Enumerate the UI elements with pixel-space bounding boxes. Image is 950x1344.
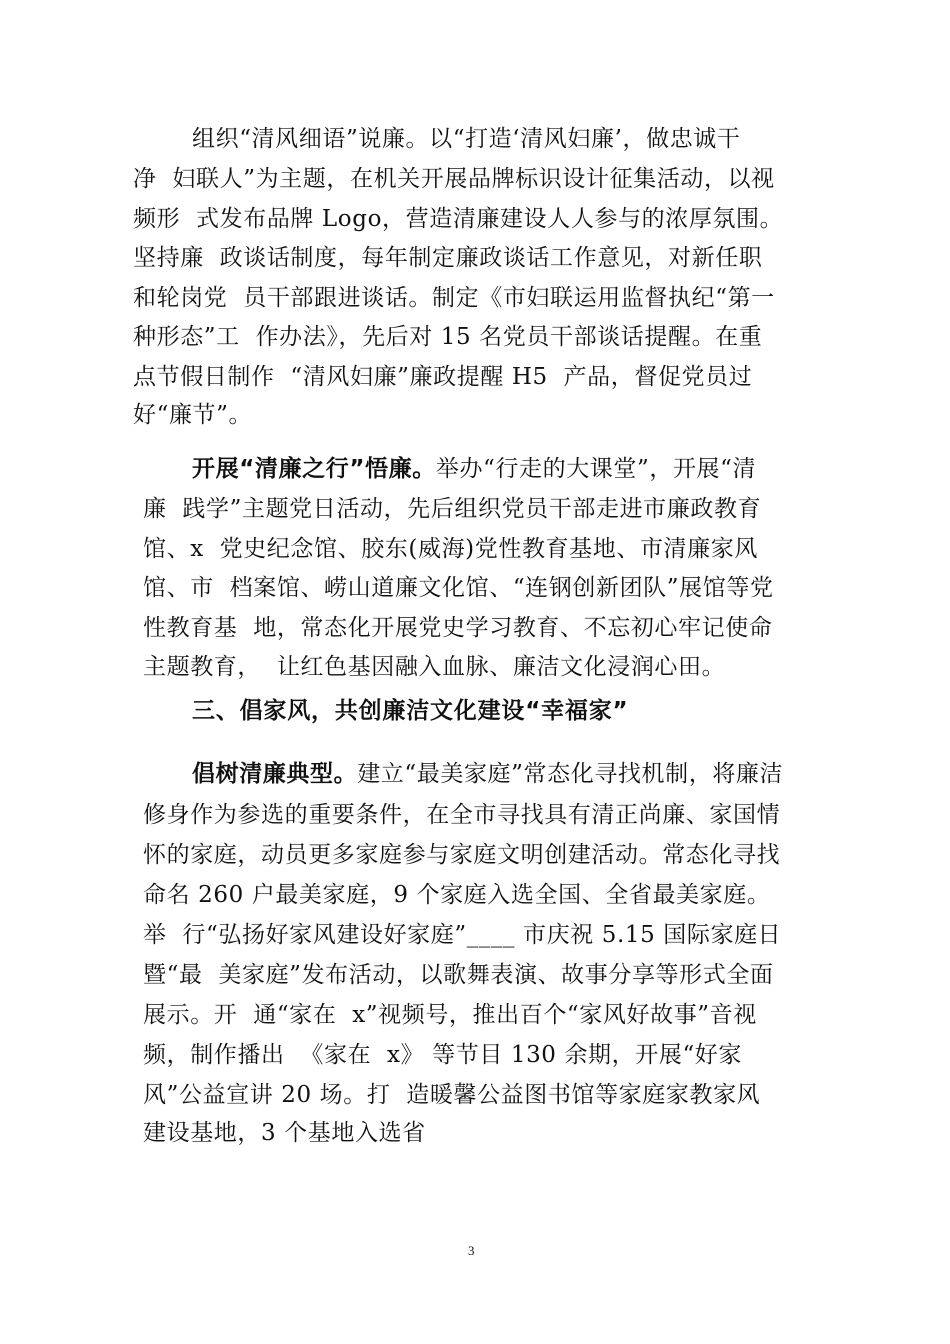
text-line: 命名 260 户最美家庭，9 个家庭入选全国、全省最美家庭。 [143, 882, 771, 908]
text-line: 怀的家庭，动员更多家庭参与家庭文明创建活动。常态化寻找 [143, 842, 781, 868]
paragraph-lead: 倡树清廉典型。 [192, 761, 358, 787]
text-line: 暨“最 美家庭”发布活动，以歌舞表演、故事分享等形式全面 [143, 962, 774, 988]
text-line: 和轮岗党 员干部跟进谈话。制定《市妇联运用监督执纪“第一 [133, 285, 775, 311]
paragraph-text: 举办“行走的大课堂”，开展“清 [435, 456, 757, 482]
text-line: 好“廉节”。 [133, 402, 253, 428]
text-line: 组织“清风细语”说廉。以“打造‘清风妇廉’，做忠诚干 [192, 126, 741, 152]
text-line: 性教育基 地，常态化开展党史学习教育、不忘初心牢记使命 [143, 615, 773, 641]
page-number: 3 [468, 1243, 475, 1258]
text-line: 修身作为参选的重要条件，在全市寻找具有清正尚廉、家国情 [143, 802, 781, 828]
text-line: 馆、市 档案馆、崂山道廉文化馆、“连钢创新团队”展馆等党 [143, 575, 774, 601]
text-line [192, 454, 756, 484]
text-line: 种形态”工 作办法》，先后对 15 名党员干部谈话提醒。在重 [133, 324, 763, 350]
text-line: 廉 践学”主题党日活动，先后组织党员干部走进市廉政教育 [143, 496, 762, 522]
text-line: 馆、x 党史纪念馆、胶东(威海)党性教育基地、市清廉家风 [143, 536, 758, 562]
paragraph-text: 建立“最美家庭”常态化寻找机制，将廉洁 [357, 761, 784, 787]
text-line: 频，制作播出 《家在 x》 等节目 130 余期，开展“好家 [143, 1042, 743, 1068]
text-line [192, 759, 783, 789]
text-line: 主题教育， 让红色基因融入血脉、廉洁文化浸润心田。 [143, 654, 726, 680]
text-line: 坚持廉 政谈话制度，每年制定廉政谈话工作意见，对新任职 [133, 245, 763, 271]
text-line: 展示。开 通“家在 x”视频号，推出百个“家风好故事”音视 [143, 1002, 757, 1028]
section-heading: 三、倡家风，共创廉洁文化建设“幸福家” [192, 698, 629, 724]
text-line: 频形 式发布品牌 Logo，营造清廉建设人人参与的浓厚氛围。 [133, 206, 784, 232]
paragraph-lead: 开展“清廉之行”悟廉。 [192, 456, 436, 482]
text-line: 点节假日制作 “清风妇廉”廉政提醒 H5 产品，督促党员过 [133, 364, 753, 390]
text-line: 风”公益宣讲 20 场。打 造暖馨公益图书馆等家庭家教家风 [143, 1082, 761, 1108]
text-line: 建设基地，3 个基地入选省 [143, 1120, 426, 1146]
text-line: 净 妇联人”为主题，在机关开展品牌标识设计征集活动，以视 [133, 166, 775, 192]
text-line: 举 行“弘扬好家风建设好家庭”____ 市庆祝 5.15 国际家庭日 [143, 922, 782, 948]
